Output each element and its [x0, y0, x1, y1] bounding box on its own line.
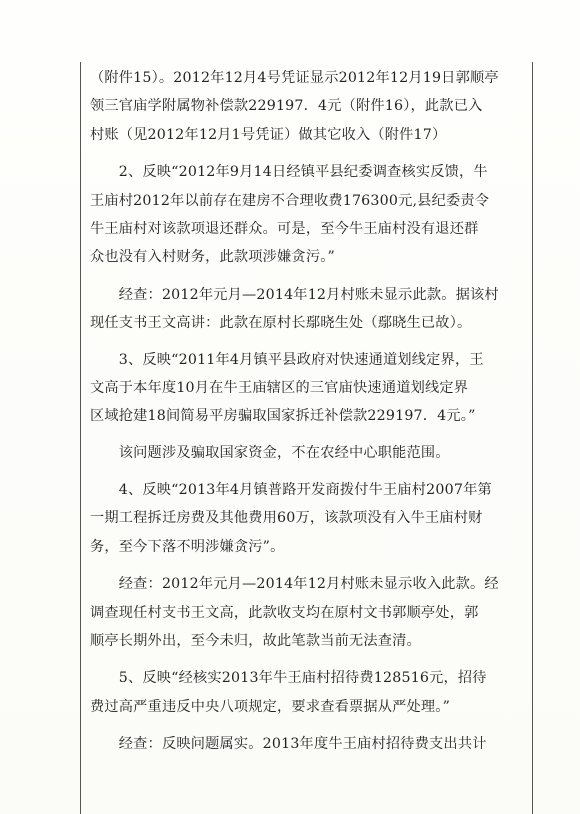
paragraph: [90, 439, 528, 467]
text-line: 领三官庙学附属物补偿款229197．4元（附件16），此款已入: [90, 98, 483, 115]
text-line: 文高于本年度10月在牛王庙辖区的三官庙快速通道划线定界: [90, 379, 469, 396]
paragraph: [90, 730, 528, 758]
paragraph: [90, 346, 528, 431]
paragraph-gap: [90, 149, 528, 158]
text-line: 经查：2012年元月—2014年12月村账未显示此款。据该村: [90, 286, 499, 303]
paragraph-gap: [90, 561, 528, 570]
right-border-line: [532, 62, 533, 814]
paragraph-gap: [90, 272, 528, 281]
text-line: 村账（见2012年12月1号凭证）做其它收入（附件17）: [90, 126, 447, 143]
text-line: 一期工程拆迁房费及其他费用60万，该款项没有入牛王庙村财: [90, 510, 483, 527]
paragraph: [90, 158, 528, 272]
text-line: 3、反映“2011年4月镇平县政府对快速通道划线定界，王: [90, 351, 484, 368]
left-border-line: [80, 62, 81, 814]
text-line: （附件15）。2012年12月4号凭证显示2012年12月19日郭顺亭: [90, 70, 499, 86]
text-line: 经查：2012年元月—2014年12月村账未显示收入此款。经: [90, 576, 499, 593]
paragraph-gap: [90, 431, 528, 439]
text-line: 众也没有入村财务，此款项涉嫌贪污。”: [90, 249, 335, 266]
paragraph: [90, 281, 528, 338]
text-line: 区域抢建18间简易平房骗取国家拆迁补偿款229197．4元。”: [90, 408, 476, 425]
text-line: 牛王庙村对该款项退还群众。可是，至今牛王庙村没有退还群: [90, 220, 479, 237]
text-line: 现任支书王文高讲：此款在原村长鄢晓生处（鄢晓生已故）。: [90, 315, 472, 332]
paragraph: [90, 64, 528, 149]
text-line: 经查：反映问题属实。2013年度牛王庙村招待费支出共计: [90, 736, 487, 753]
text-line: 顺亭长期外出，至今未归，故此笔款当前无法查清。: [90, 633, 421, 650]
text-line: 该问题涉及骗取国家资金，不在农经中心职能范围。: [90, 444, 450, 461]
text-line: 5、反映“经核实2013年牛王庙村招待费128516元，招待: [90, 670, 487, 687]
paragraph: [90, 476, 528, 561]
text-line: 务，至今下落不明涉嫌贪污”。: [90, 538, 285, 555]
text-line: 4、反映“2013年4月镇普路开发商拨付牛王庙村2007年第: [90, 482, 492, 499]
paragraph-gap: [90, 655, 528, 664]
document-body: [90, 64, 528, 759]
paragraph: [90, 570, 528, 655]
paragraph-gap: [90, 338, 528, 346]
text-line: 2、反映“2012年9月14日经镇平县纪委调查核实反馈，牛: [90, 164, 488, 181]
text-line: 费过高严重违反中央八项规定，要求查看票据从严处理。”: [90, 698, 451, 715]
paragraph-gap: [90, 721, 528, 730]
text-line: 王庙村2012年以前存在建房不合理收费176300元,县纪委责令: [90, 192, 490, 209]
text-line: 调查现任村支书王文高，此款收支均在原村文书郭顺亭处，郭: [90, 604, 479, 621]
paragraph-gap: [90, 467, 528, 476]
paragraph: [90, 664, 528, 721]
